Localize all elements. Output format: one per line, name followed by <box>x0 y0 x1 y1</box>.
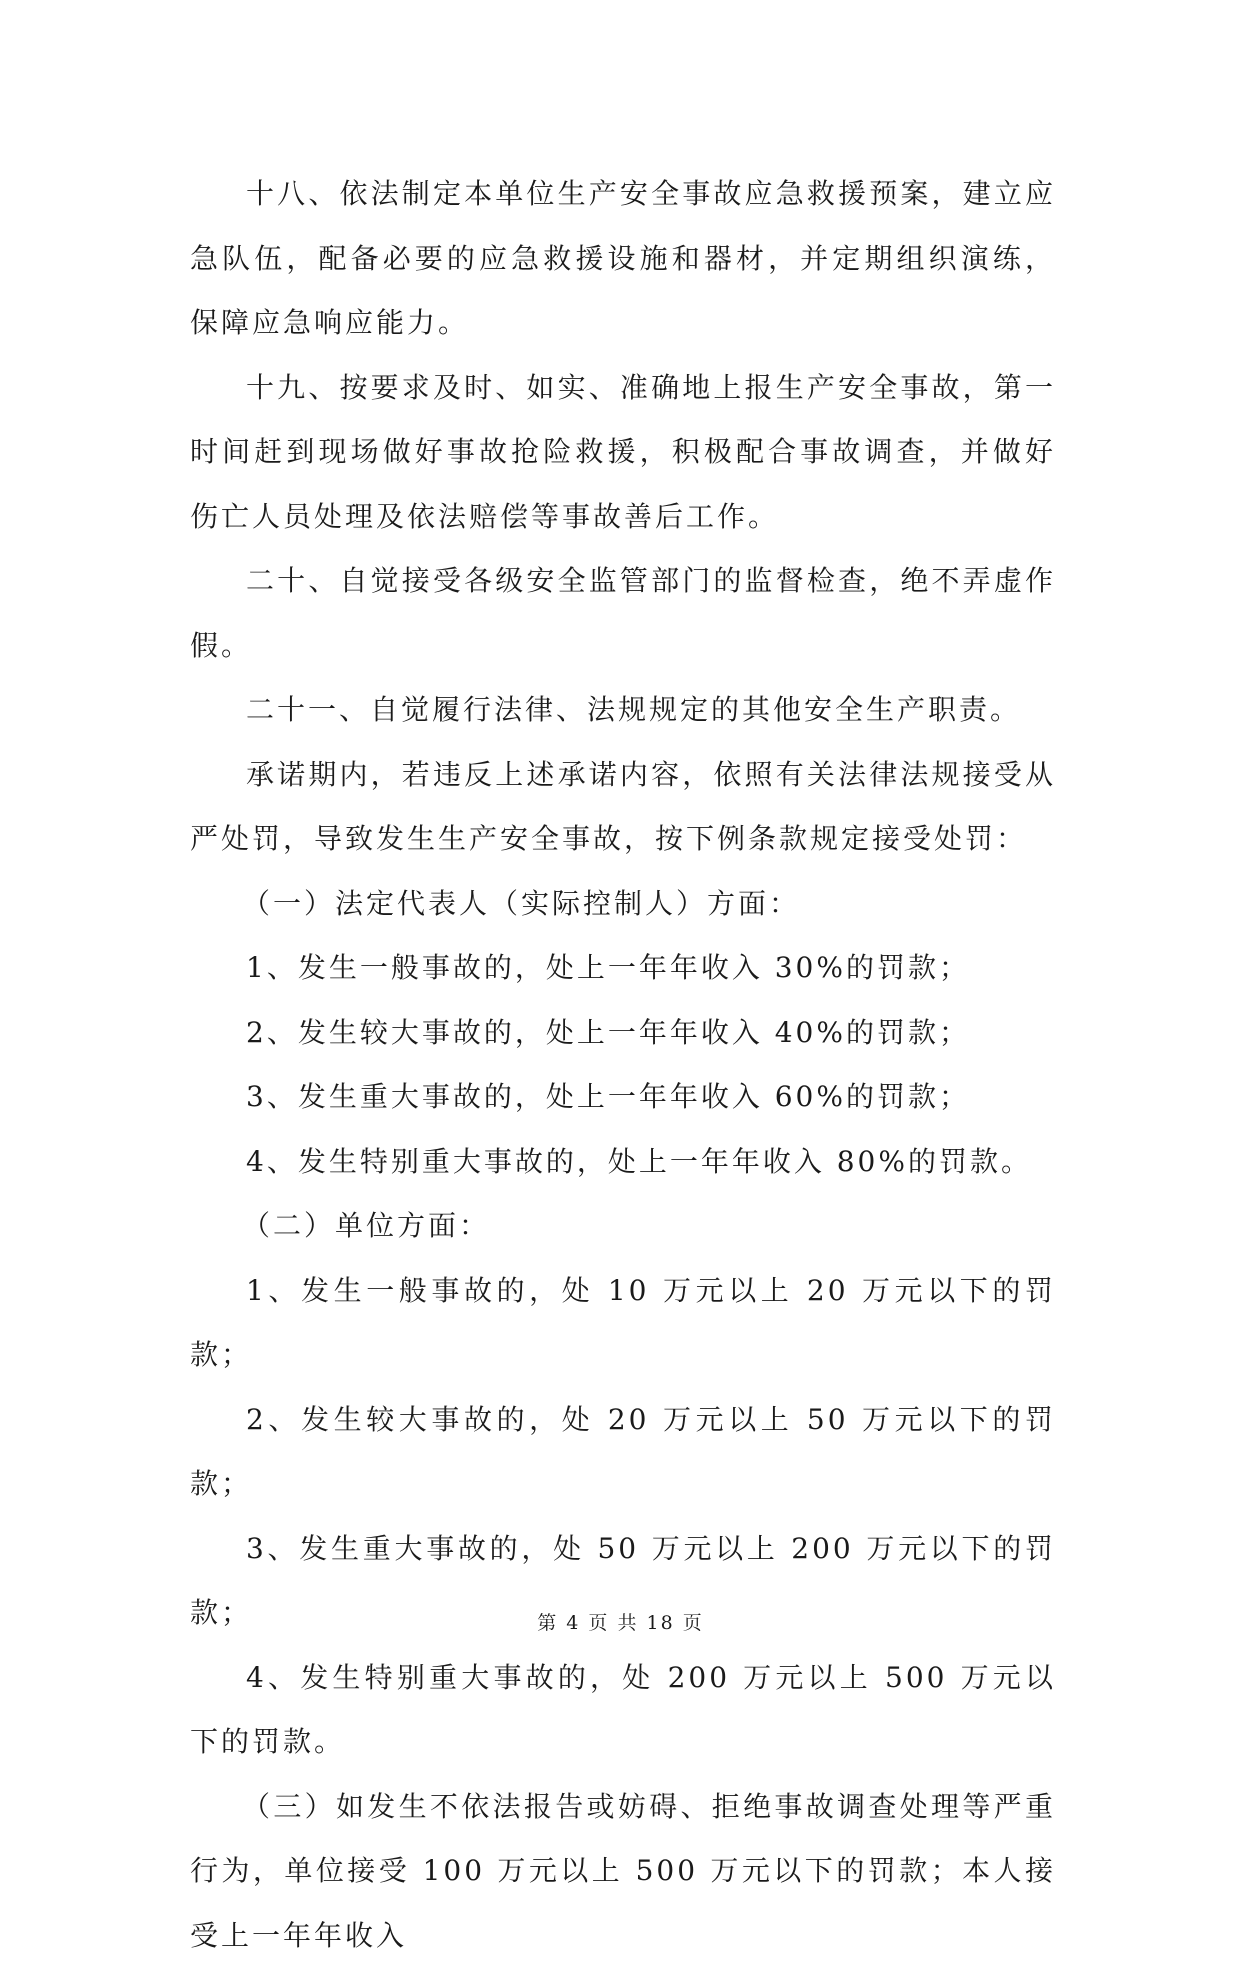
list-item-unit-4: 4、发生特别重大事故的，处 200 万元以上 500 万元以下的罚款。 <box>190 1646 1056 1775</box>
list-item-unit-3: 3、发生重大事故的，处 50 万元以上 200 万元以下的罚款； <box>190 1517 1056 1646</box>
paragraph-section-three: （三）如发生不依法报告或妨碍、拒绝事故调查处理等严重行为，单位接受 100 万元以上 500 万元以下的罚款；本人接受上一年年收入 <box>190 1775 1056 1968</box>
list-item-representative-1: 1、发生一般事故的，处上一年年收入 30%的罚款； <box>190 936 1056 1001</box>
paragraph-19: 十九、按要求及时、如实、准确地上报生产安全事故，第一时间赶到现场做好事故抢险救援，积极配合事故调查，并做好伤亡人员处理及依法赔偿等事故善后工作。 <box>190 356 1056 550</box>
section-heading-unit: （二）单位方面： <box>190 1194 1056 1259</box>
list-item-unit-1: 1、发生一般事故的，处 10 万元以上 20 万元以下的罚款； <box>190 1259 1056 1388</box>
list-item-representative-3: 3、发生重大事故的，处上一年年收入 60%的罚款； <box>190 1065 1056 1130</box>
paragraph-20: 二十、自觉接受各级安全监管部门的监督检查，绝不弄虚作假。 <box>190 549 1056 678</box>
section-heading-legal-representative: （一）法定代表人（实际控制人）方面： <box>190 872 1056 937</box>
document-body <box>190 162 1056 1968</box>
paragraph-18: 十八、依法制定本单位生产安全事故应急救援预案，建立应急队伍，配备必要的应急救援设施和器材，并定期组织演练，保障应急响应能力。 <box>190 162 1056 356</box>
list-item-representative-4: 4、发生特别重大事故的，处上一年年收入 80%的罚款。 <box>190 1130 1056 1195</box>
paragraph-21: 二十一、自觉履行法律、法规规定的其他安全生产职责。 <box>190 678 1056 743</box>
list-item-unit-2: 2、发生较大事故的，处 20 万元以上 50 万元以下的罚款； <box>190 1388 1056 1517</box>
page-footer: 第 4 页 共 18 页 <box>0 1608 1241 1635</box>
list-item-representative-2: 2、发生较大事故的，处上一年年收入 40%的罚款； <box>190 1001 1056 1066</box>
paragraph-commitment: 承诺期内，若违反上述承诺内容，依照有关法律法规接受从严处罚，导致发生生产安全事故，按下例条款规定接受处罚： <box>190 743 1056 872</box>
